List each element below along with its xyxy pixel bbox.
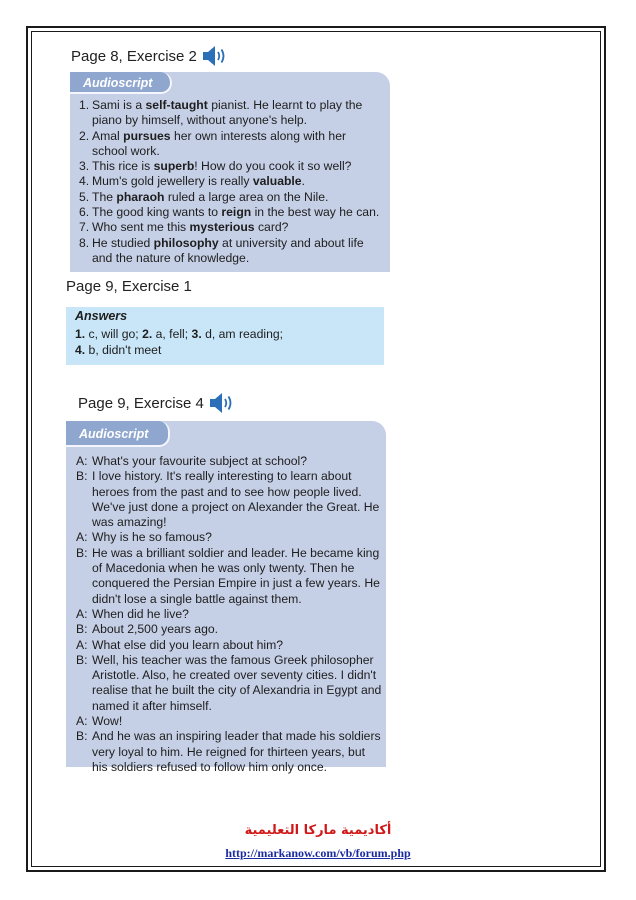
dialogue-list [76, 454, 382, 775]
item-number: 6. [79, 205, 90, 220]
list-item [79, 159, 384, 174]
item-text-part: pianist. He learnt to play the piano by himself, without anyone's help. [92, 98, 363, 128]
answer-number: 2. [142, 327, 153, 341]
dialogue-text: Wow! [92, 714, 123, 729]
speaker-label: B: [76, 545, 88, 560]
list-item [79, 205, 384, 220]
item-text-part: at university and about life and the nature of knowledge. [92, 235, 364, 265]
answer-text: d, am reading; [201, 327, 284, 341]
item-text-part: He studied [92, 235, 154, 250]
item-text-part: in the best way he can. [251, 205, 380, 220]
dialogue-line [76, 653, 382, 714]
list-item [79, 98, 384, 129]
item-text-part: card? [254, 220, 289, 235]
answer-number: 4. [75, 342, 86, 357]
item-text-part: her own interests along with her school work. [92, 128, 347, 158]
vocabulary-word: philosophy [153, 235, 219, 250]
answer-text: a, fell; [152, 327, 192, 341]
answer-number: 1. [75, 327, 86, 341]
answers-title: Answers [75, 309, 128, 323]
dialogue-text: What's your favourite subject at school? [92, 454, 308, 468]
item-text-part: Amal [92, 128, 124, 143]
dialogue-text: I love history. It's really interesting to learn about heroes from the past and to see how people lived. We've just done a project on Alexander the Great. He was amazing! [92, 469, 380, 530]
speaker-label: A: [76, 530, 88, 545]
item-text-part: Who sent me this [92, 220, 190, 235]
section1-heading-text: Page 8, Exercise 2 [71, 47, 197, 65]
item-text [92, 190, 328, 205]
item-number: 3. [79, 159, 90, 174]
answer-text: c, will go; [85, 327, 143, 341]
item-text [92, 205, 379, 220]
item-text-part: This rice is [92, 159, 154, 174]
dialogue-text: What else did you learn about him? [92, 637, 284, 652]
item-text-part: . [301, 174, 305, 189]
section3-heading [78, 393, 234, 413]
speaker-label: B: [76, 622, 88, 637]
dialogue-line [76, 729, 382, 775]
item-number: 5. [79, 189, 90, 204]
vocabulary-word: mysterious [189, 220, 255, 235]
list-item [79, 236, 384, 267]
speaker-label: B: [76, 469, 88, 484]
speaker-label: A: [76, 714, 88, 729]
item-text-part: Mum's gold jewellery is really [92, 174, 253, 189]
dialogue-text: He was a brilliant soldier and leader. He became king of Macedonia when he was only twenty. Then he conquered the Persian Empire in just a few years. He didn't lose a single battle against them. [92, 545, 380, 606]
dialogue-text: And he was an inspiring leader that made his soldiers very loyal to him. He reigned for thirteen years, but his soldiers refused to follow him only once. [92, 729, 381, 774]
footer-link[interactable]: http://markanow.com/vb/forum.php [225, 846, 411, 860]
item-number: 7. [79, 220, 90, 235]
dialogue-text: Why is he so famous? [92, 530, 212, 545]
list-item [79, 174, 384, 189]
speaker-label: A: [76, 606, 88, 621]
vocabulary-word: superb [153, 159, 195, 174]
audioscript-tab-2: Audioscript [66, 421, 170, 447]
item-number: 8. [79, 235, 90, 250]
answers-line [75, 327, 375, 343]
item-text-part: ! How do you cook it so well? [194, 159, 352, 174]
section2-heading-text: Page 9, Exercise 1 [66, 278, 192, 295]
dialogue-line [76, 469, 382, 530]
answers-text [75, 327, 375, 358]
item-text-part: The good king wants to [92, 205, 222, 220]
item-text [92, 236, 384, 267]
dialogue-line [76, 530, 382, 545]
dialogue-line [76, 546, 382, 607]
dialogue-line [76, 454, 382, 469]
vocabulary-word: valuable [252, 174, 302, 189]
footer-academy-name: أكاديمية ماركا التعليمية [244, 823, 392, 838]
item-text [92, 220, 288, 235]
speaker-icon[interactable] [203, 46, 227, 66]
item-text [92, 129, 384, 160]
item-text [92, 174, 305, 189]
speaker-label: A: [76, 454, 88, 468]
dialogue-text: When did he live? [92, 606, 189, 621]
section2-heading [66, 278, 192, 295]
item-text-part: ruled a large area on the Nile. [164, 189, 329, 204]
audioscript-tab-1: Audioscript [70, 72, 172, 94]
vocabulary-word: pharaoh [116, 189, 165, 204]
item-text-part: Sami is a [92, 98, 146, 112]
answers-box [66, 307, 384, 365]
audioscript-box-2 [66, 421, 386, 774]
dialogue-line [76, 607, 382, 622]
speaker-label: A: [76, 637, 88, 652]
vocabulary-word: pursues [123, 128, 171, 143]
list-item [79, 220, 384, 235]
speaker-label: B: [76, 729, 88, 744]
dialogue-text: About 2,500 years ago. [92, 622, 219, 637]
section1-heading [71, 46, 227, 66]
section3-heading-text: Page 9, Exercise 4 [78, 394, 204, 412]
item-text [92, 98, 384, 129]
speaker-icon[interactable] [210, 393, 234, 413]
answers-line [75, 343, 375, 359]
item-text-part: The [92, 189, 117, 204]
item-number: 4. [79, 174, 90, 189]
audioscript-box-1 [70, 72, 390, 272]
list-item [79, 190, 384, 205]
answer-text: b, didn't meet [85, 342, 162, 357]
list-item [79, 129, 384, 160]
audioscript-list-1 [79, 98, 384, 266]
answer-number: 3. [191, 327, 202, 341]
item-text [92, 159, 351, 174]
dialogue-text: Well, his teacher was the famous Greek philosopher Aristotle. Also, he created over seventy cities. I didn't realise that he built the city of Alexandria in Egypt and named it after himself. [92, 652, 382, 713]
item-number: 2. [79, 128, 90, 143]
dialogue-line [76, 638, 382, 653]
item-number: 1. [79, 98, 90, 112]
vocabulary-word: self-taught [145, 98, 208, 112]
dialogue-line [76, 622, 382, 637]
dialogue-line [76, 714, 382, 729]
speaker-label: B: [76, 652, 88, 667]
vocabulary-word: reign [221, 205, 252, 220]
